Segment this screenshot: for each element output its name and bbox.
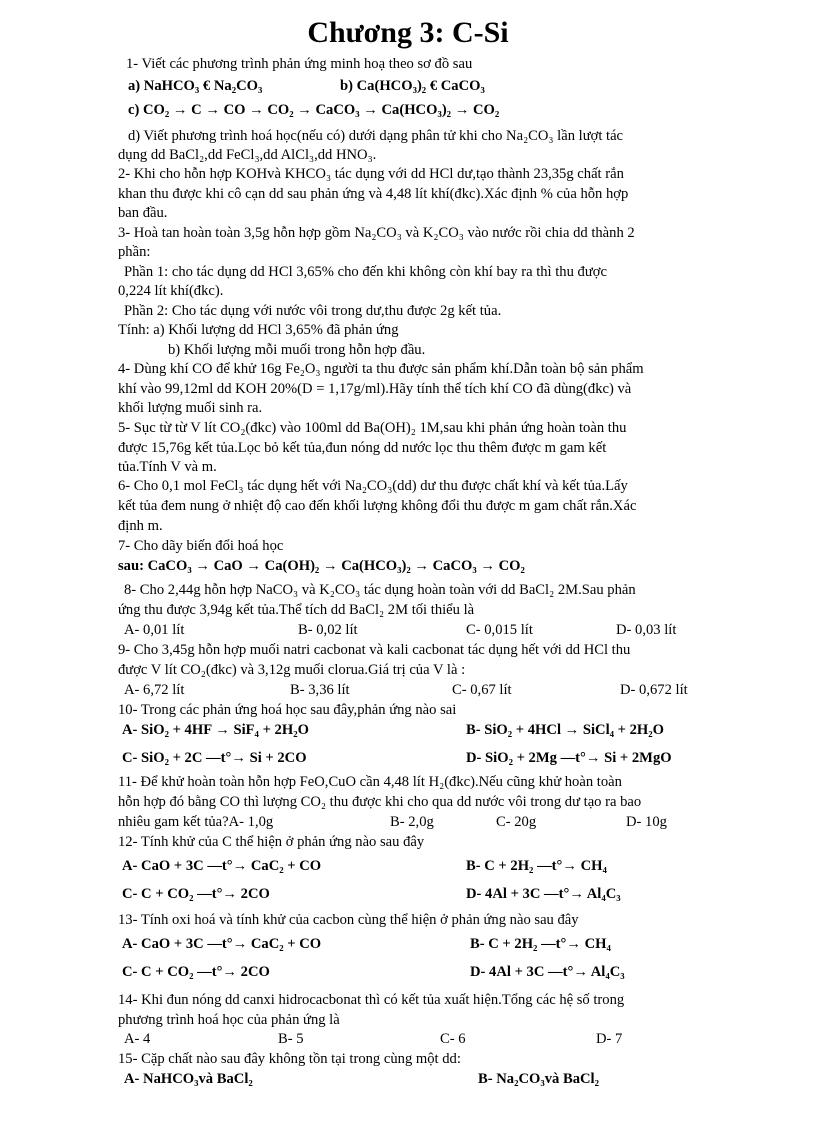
- text-line: 9- Cho 3,45g hỗn hợp muối natri cacbonat và kali cacbonat tác dụng hết với dd HCl thu: [118, 642, 631, 658]
- page-title: Chương 3: C-Si: [307, 16, 509, 49]
- text-line: 15- Cặp chất nào sau đây không tồn tại trong cùng một dd:: [118, 1051, 461, 1067]
- text-line: Phần 1: cho tác dụng dd HCl 3,65% cho đến khi không còn khí bay ra thì thu được: [124, 264, 607, 280]
- text-line: 12- Tính khử của C thể hiện ở phản ứng nào sau đây: [118, 834, 425, 850]
- q10-option-d: D- SiO₂ + 2Mg —t°→ Si + 2MgO: [466, 750, 672, 766]
- q8-option-b: B- 0,02 lít: [298, 622, 358, 638]
- text-line: 11- Để khử hoàn toàn hỗn hợp FeO,CuO cần 4,48 lít H₂(đkc).Nếu cũng khử hoàn toàn: [118, 774, 622, 790]
- text-line: d) Viết phương trình hoá học(nếu có) dưới dạng phân tử khi cho Na₂CO₃ lần lượt tác: [128, 128, 624, 144]
- q12-option-b: B- C + 2H₂ —t°→ CH₄: [466, 858, 607, 874]
- text-line: được V lít CO₂(đkc) và 3,12g muối clorua.Giá trị của V là :: [118, 662, 466, 678]
- text-line: 7- Cho dãy biến đổi hoá học: [118, 538, 284, 554]
- text-line: kết tủa đem nung ở nhiệt độ cao đến khối lượng không đổi thu được m gam chất rắn.Xác: [118, 498, 637, 514]
- text-line: tủa.Tính V và m.: [118, 459, 217, 475]
- q14-option-d: D- 7: [596, 1031, 623, 1047]
- q15-option-a: A- NaHCO₃và BaCl₂: [124, 1071, 253, 1087]
- text-line: 5- Sục từ từ V lít CO₂(đkc) vào 100ml dd Ba(OH)₂ 1M,sau khi phản ứng hoàn toàn thu: [118, 420, 627, 436]
- q14-option-c: C- 6: [440, 1031, 466, 1047]
- text-line: 4- Dùng khí CO để khử 16g Fe₂O₃ người ta thu được sản phẩm khí.Dẫn toàn bộ sản phẩm: [118, 361, 644, 377]
- q13-option-b: B- C + 2H₂ —t°→ CH₄: [470, 936, 611, 952]
- text-line: ứng thu được 3,94g kết tủa.Thể tích dd BaCl₂ 2M tối thiểu là: [118, 602, 475, 618]
- q13-option-d: D- 4Al + 3C —t°→ Al₄C₃: [470, 964, 625, 980]
- q1-part-b: b) Ca(HCO₃)₂ € CaCO₃: [340, 78, 485, 94]
- text-line: 10- Trong các phản ứng hoá học sau đây,phản ứng nào sai: [118, 702, 457, 718]
- q9-option-a: A- 6,72 lít: [124, 682, 185, 698]
- q11-option-a: nhiêu gam kết tủa?A- 1,0g: [118, 814, 274, 830]
- text-line: Phần 2: Cho tác dụng với nước vôi trong dư,thu được 2g kết tủa.: [124, 303, 502, 319]
- q14-option-a: A- 4: [124, 1031, 151, 1047]
- text-line: phần:: [118, 244, 151, 260]
- text-line: phương trình hoá học của phản ứng là: [118, 1012, 340, 1028]
- text-line: khan thu được khi cô cạn dd sau phản ứng và 4,48 lít khí(đkc).Xác định % của hỗn hợp: [118, 186, 629, 202]
- q15-option-b: B- Na₂CO₃và BaCl₂: [478, 1071, 599, 1087]
- q11-option-d: D- 10g: [626, 814, 667, 830]
- text-line: 2- Khi cho hỗn hợp KOHvà KHCO₃ tác dụng với dd HCl dư,tạo thành 23,35g chất rắn: [118, 166, 624, 182]
- q10-option-c: C- SiO₂ + 2C —t°→ Si + 2CO: [122, 750, 307, 766]
- q12-option-c: C- C + CO₂ —t°→ 2CO: [122, 886, 270, 902]
- q8-option-d: D- 0,03 lít: [616, 622, 677, 638]
- q8-option-a: A- 0,01 lít: [124, 622, 185, 638]
- text-line: khối lượng muối sinh ra.: [118, 400, 263, 416]
- text-line: c) CO₂ → C → CO → CO₂ → CaCO₃ → Ca(HCO₃)₂ → CO₂: [128, 102, 500, 118]
- q10-option-a: A- SiO₂ + 4HF → SiF₄ + 2H₂O: [122, 722, 309, 738]
- q11-option-c: C- 20g: [496, 814, 537, 830]
- q13-option-a: A- CaO + 3C —t°→ CaC₂ + CO: [122, 936, 322, 952]
- text-line: sau: CaCO₃ → CaO → Ca(OH)₂ → Ca(HCO₃)₂ → CaCO₃ → CO₂: [118, 558, 525, 574]
- text-line: 13- Tính oxi hoá và tính khử của cacbon cùng thể hiện ở phản ứng nào sau đây: [118, 912, 579, 928]
- text-line: b) Khối lượng mỗi muối trong hỗn hợp đầu.: [168, 342, 426, 358]
- text-line: 6- Cho 0,1 mol FeCl₃ tác dụng hết với Na₂CO₃(dd) dư thu được chất khí và kết tủa.Lấy: [118, 478, 628, 494]
- q11-option-b: B- 2,0g: [390, 814, 434, 830]
- q13-option-c: C- C + CO₂ —t°→ 2CO: [122, 964, 270, 980]
- q8-option-c: C- 0,015 lít: [466, 622, 533, 638]
- text-line: được 15,76g kết tủa.Lọc bỏ kết tủa,đun nóng dd nước lọc thu thêm được m gam kết: [118, 440, 607, 456]
- q12-option-d: D- 4Al + 3C —t°→ Al₄C₃: [466, 886, 621, 902]
- text-line: khí vào 99,12ml dd KOH 20%(D = 1,17g/ml).Hãy tính thể tích khí CO đã dùng(đkc) và: [118, 381, 632, 397]
- text-line: Tính: a) Khối lượng dd HCl 3,65% đã phản ứng: [118, 322, 399, 338]
- text-line: 8- Cho 2,44g hỗn hợp NaCO₃ và K₂CO₃ tác dụng hoàn toàn với dd BaCl₂ 2M.Sau phản: [124, 582, 636, 598]
- text-line: 14- Khi đun nóng dd canxi hidrocacbonat thì có kết tủa xuất hiện.Tổng các hệ số trong: [118, 992, 625, 1008]
- q10-option-b: B- SiO₂ + 4HCl → SiCl₄ + 2H₂O: [466, 722, 665, 738]
- q9-option-d: D- 0,672 lít: [620, 682, 688, 698]
- text-line: 1- Viết các phương trình phản ứng minh hoạ theo sơ đồ sau: [126, 56, 473, 72]
- q9-option-c: C- 0,67 lít: [452, 682, 512, 698]
- q14-option-b: B- 5: [278, 1031, 304, 1047]
- text-line: 3- Hoà tan hoàn toàn 3,5g hỗn hợp gồm Na₂CO₃ và K₂CO₃ vào nước rồi chia dd thành 2: [118, 225, 635, 241]
- text-line: 0,224 lít khí(đkc).: [118, 283, 224, 299]
- q12-option-a: A- CaO + 3C —t°→ CaC₂ + CO: [122, 858, 322, 874]
- q9-option-b: B- 3,36 lít: [290, 682, 350, 698]
- text-line: a) NaHCO₃ € Na₂CO₃: [128, 78, 263, 94]
- text-line: định m.: [118, 518, 163, 534]
- text-line: ban đầu.: [118, 205, 168, 221]
- text-line: dụng dd BaCl₂,dd FeCl₃,dd AlCl₃,dd HNO₃.: [118, 147, 377, 163]
- text-line: hỗn hợp đó bằng CO thì lượng CO₂ thu được khi cho qua dd nước vôi trong dư tạo ra bao: [118, 794, 642, 810]
